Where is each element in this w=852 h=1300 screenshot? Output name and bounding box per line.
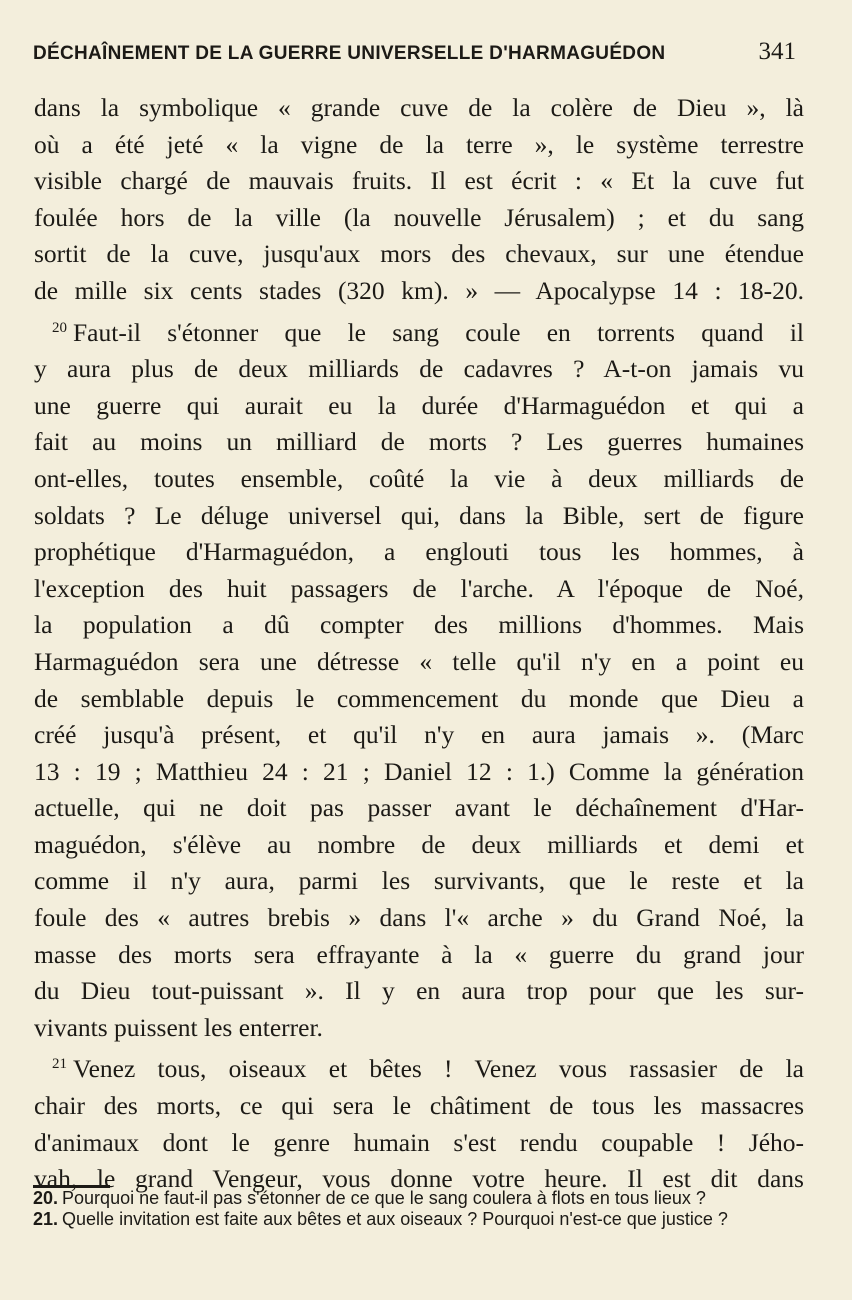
text-line: prophétique d'Harmaguédon, a englouti tous les hommes, à [34,537,804,567]
text-line: Harmaguédon sera une détresse « telle qu'il n'y en a point eu [34,646,804,676]
footnote-text: Pourquoi ne faut-il pas s'étonner de ce que le sang coulera à flots en tous lieux ? [62,1188,706,1208]
text-line: visible chargé de mauvais fruits. Il est écrit : « Et la cuve fut [34,166,804,196]
text-line: 13 : 19 ; Matthieu 24 : 21 ; Daniel 12 : 1.) Comme la génération [34,756,804,786]
page-number: 341 [758,38,796,65]
text-line: du Dieu tout-puissant ». Il y en aura trop pour que les sur- [34,976,804,1006]
line-text: Venez tous, oiseaux et bêtes ! Venez vous rassasier de la [73,1054,804,1084]
text-line: y aura plus de deux milliards de cadavres ? A-t-on jamais vu [34,354,804,384]
text-line: maguédon, s'élève au nombre de deux milliards et demi et [34,829,804,859]
running-title: DÉCHAÎNEMENT DE LA GUERRE UNIVERSELLE D'HARMAGUÉDON [33,43,666,64]
text-line: chair des morts, ce qui sera le châtiment de tous les massacres [34,1091,804,1121]
footnote-21 [33,1209,805,1230]
body-text [34,90,804,1198]
footnote-number: 20. [33,1188,59,1208]
paragraph-number: 21 [52,1056,67,1073]
paragraph-20 [34,310,804,1047]
text-line: dans la symbolique « grande cuve de la colère de Dieu », là [34,93,804,122]
text-line: d'animaux dont le genre humain s'est rendu coupable ! Jého- [34,1127,804,1157]
footnote-text: Quelle invitation est faite aux bêtes et aux oiseaux ? Pourquoi n'est-ce que justice ? [62,1209,728,1229]
text-line: fait au moins un milliard de morts ? Les guerres humaines [34,427,804,457]
text-line: soldats ? Le déluge universel qui, dans la Bible, sert de figure [34,500,804,530]
text-line: vivants puissent les enterrer. [34,1012,323,1042]
text-line: comme il n'y aura, parmi les survivants, que le reste et la [34,866,804,896]
text-line: sortit de la cuve, jusqu'aux mors des chevaux, sur une étendue [34,239,804,269]
text-line: foule des « autres brebis » dans l'« arche » du Grand Noé, la [34,903,804,933]
paragraph-number: 20 [52,319,67,336]
paragraph-continued [34,90,804,310]
text-line: masse des morts sera effrayante à la « guerre du grand jour [34,939,804,969]
text-line: la population a dû compter des millions d'hommes. Mais [34,610,804,640]
paragraph-21 [34,1046,804,1197]
footnote-number: 21. [33,1209,59,1229]
text-line: actuelle, qui ne doit pas passer avant le déchaînement d'Har- [34,793,804,823]
text-line: vah, le grand Vengeur, vous donne votre heure. Il est dit dans [34,1164,804,1194]
text-line: une guerre qui aurait eu la durée d'Harmaguédon et qui a [34,390,804,420]
footnote-20 [33,1188,805,1209]
study-questions [33,1188,805,1230]
text-line: l'exception des huit passagers de l'arche. A l'époque de Noé, [34,573,804,603]
text-line [34,1046,804,1088]
text-line: de semblable depuis le commencement du monde que Dieu a [34,683,804,713]
text-line: créé jusqu'à présent, et qu'il n'y en aura jamais ». (Marc [34,720,804,750]
text-line [34,310,804,352]
text-line: ont-elles, toutes ensemble, coûté la vie à deux milliards de [34,463,804,493]
page-header [33,38,796,66]
line-text: Faut-il s'étonner que le sang coule en torrents quand il [73,317,804,347]
text-line: foulée hors de la ville (la nouvelle Jérusalem) ; et du sang [34,202,804,232]
text-line: où a été jeté « la vigne de la terre », le système terrestre [34,129,804,159]
text-line: de mille six cents stades (320 km). » — Apocalypse 14 : 18-20. [34,275,804,305]
